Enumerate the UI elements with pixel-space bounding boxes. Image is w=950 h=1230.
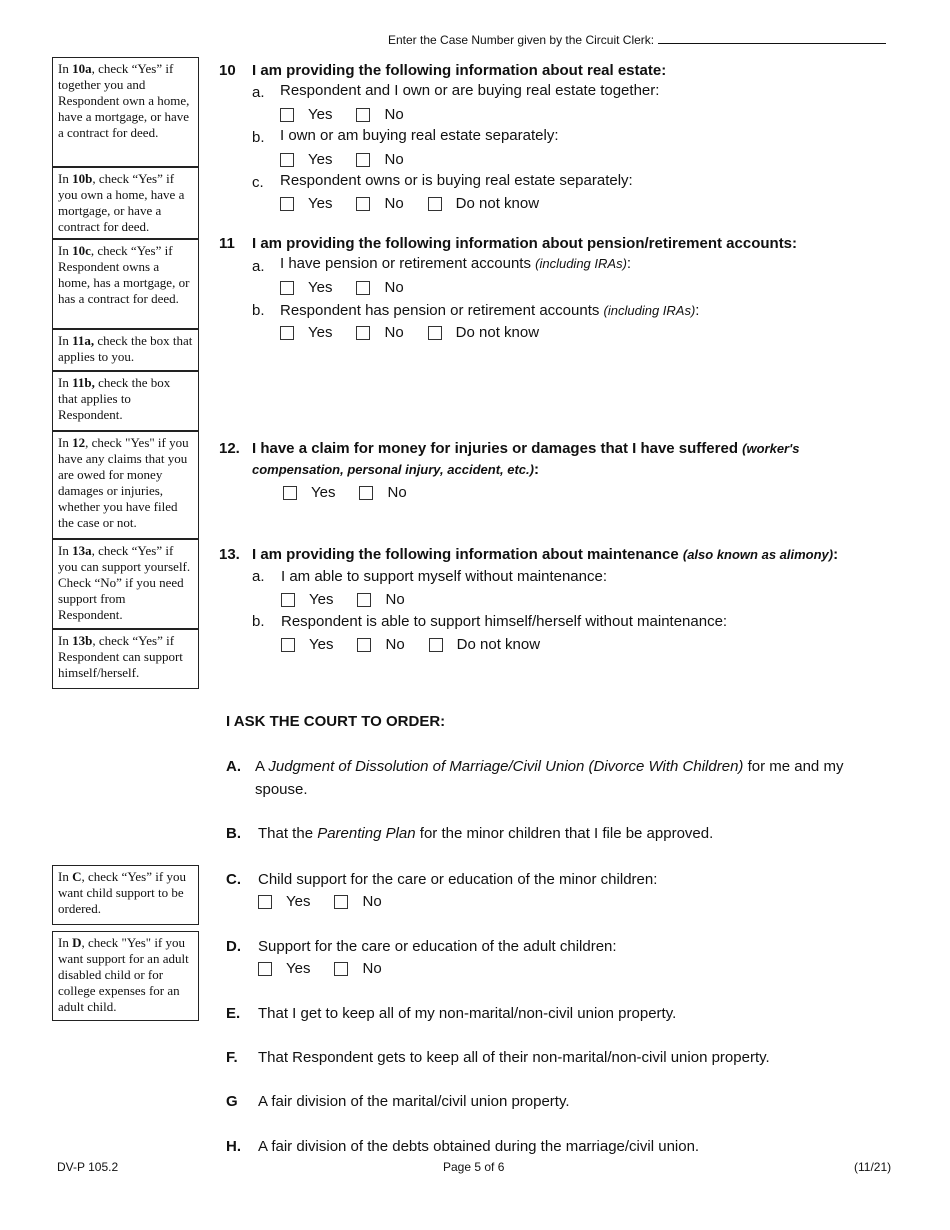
checkbox[interactable] [258,895,272,909]
q10b-text: I own or am buying real estate separately: [280,127,559,144]
q10b-no[interactable]: No [356,151,403,168]
order-e-letter: E. [226,1005,241,1022]
q11a-letter: a. [252,258,265,275]
case-number-line[interactable] [658,33,886,44]
q10a-yes[interactable]: Yes [280,106,332,123]
section-12-title: I have a claim for money for injuries or damages that I have suffered (worker's [252,440,800,457]
order-d-yes[interactable]: Yes [258,960,310,977]
q13b-options [281,636,564,653]
checkbox[interactable] [280,326,294,340]
instruction-d: In D, check "Yes" if you want support for an adult disabled child or for college expenses for an adult child. [52,931,199,1021]
form-number: DV-P 105.2 [57,1160,119,1174]
section-13-number: 13. [219,546,240,563]
order-d-no[interactable]: No [334,960,381,977]
q13a-options [281,591,429,608]
q11b-no[interactable]: No [356,324,403,341]
checkbox[interactable] [283,486,297,500]
order-h-letter: H. [226,1138,241,1155]
section-11-title: I am providing the following information about pension/retirement accounts: [252,235,798,252]
section-12-title-cont: compensation, personal injury, accident, etc.): [252,461,539,478]
section-13-title: I am providing the following information about maintenance (also known as alimony): [252,546,839,563]
checkbox[interactable] [356,197,370,211]
checkbox[interactable] [359,486,373,500]
checkbox[interactable] [280,153,294,167]
q13a-text: I am able to support myself without maintenance: [281,568,608,585]
order-c-text: Child support for the care or education of the minor children: [258,871,658,888]
q11b-yes[interactable]: Yes [280,324,332,341]
q10c-letter: c. [252,174,264,191]
checkbox[interactable] [280,108,294,122]
q10a-text: Respondent and I own or are buying real estate together: [280,82,660,99]
order-a-text: A Judgment of Dissolution of Marriage/Civil Union (Divorce With Children) for me and my spouse. [255,758,844,798]
order-d-letter: D. [226,938,241,955]
q10c-yes[interactable]: Yes [280,195,332,212]
q11b-options [280,324,563,341]
q11b-letter: b. [252,302,265,319]
order-a-letter: A. [226,758,241,775]
order-b-text: That the Parenting Plan for the minor children that I file be approved. [258,825,714,842]
order-d-options [258,960,406,977]
section-12-number: 12. [219,440,240,457]
q10c-dnk[interactable]: Do not know [428,195,539,212]
q12-no[interactable]: No [359,484,406,501]
order-c-letter: C. [226,871,241,888]
q10a-options [280,106,428,123]
q13a-yes[interactable]: Yes [281,591,333,608]
order-h-text: A fair division of the debts obtained during the marriage/civil union. [258,1138,700,1155]
ask-court-heading: I ASK THE COURT TO ORDER: [226,713,446,730]
order-f-text: That Respondent gets to keep all of their non-marital/non-civil union property. [258,1049,770,1066]
section-10-number: 10 [219,62,236,79]
instruction-c: In C, check “Yes” if you want child support to be ordered. [52,865,199,925]
order-g-letter: G [226,1093,238,1110]
q11a-no[interactable]: No [356,279,403,296]
checkbox[interactable] [280,281,294,295]
q11a-options [280,279,428,296]
q10c-options [280,195,563,212]
order-d-text: Support for the care or education of the adult children: [258,938,617,955]
checkbox[interactable] [429,638,443,652]
order-g-text: A fair division of the marital/civil union property. [258,1093,570,1110]
q13b-no[interactable]: No [357,636,404,653]
q10b-yes[interactable]: Yes [280,151,332,168]
q11b-dnk[interactable]: Do not know [428,324,539,341]
q13b-text: Respondent is able to support himself/herself without maintenance: [281,613,728,630]
checkbox[interactable] [258,962,272,976]
case-number-field[interactable] [388,33,886,47]
page-number: Page 5 of 6 [443,1160,505,1174]
order-c-no[interactable]: No [334,893,381,910]
section-11-number: 11 [219,235,235,252]
instruction-10c: In 10c, check “Yes” if Respondent owns a home, has a mortgage, or has a contract for deed. [52,239,199,329]
checkbox[interactable] [356,108,370,122]
checkbox[interactable] [334,962,348,976]
q13a-letter: a. [252,568,265,585]
instruction-10b: In 10b, check “Yes” if you own a home, have a mortgage, or have a contract for deed. [52,167,199,239]
checkbox[interactable] [428,326,442,340]
q10c-no[interactable]: No [356,195,403,212]
instruction-12: In 12, check "Yes" if you have any claims that you are owed for money damages or injuries, whether you have filed the case or not. [52,431,199,539]
q12-options [283,484,431,501]
q10a-no[interactable]: No [356,106,403,123]
q10b-letter: b. [252,129,265,146]
checkbox[interactable] [281,638,295,652]
q13b-dnk[interactable]: Do not know [429,636,540,653]
instruction-10a: In 10a, check “Yes” if together you and Respondent own a home, have a mortgage, or have a contract for deed. [52,57,199,167]
form-date: (11/21) [854,1160,892,1174]
order-c-options [258,893,406,910]
checkbox[interactable] [281,593,295,607]
order-c-yes[interactable]: Yes [258,893,310,910]
checkbox[interactable] [356,326,370,340]
checkbox[interactable] [357,638,371,652]
order-b-letter: B. [226,825,241,842]
instruction-13b: In 13b, check “Yes” if Respondent can support himself/herself. [52,629,199,689]
q13b-yes[interactable]: Yes [281,636,333,653]
checkbox[interactable] [356,281,370,295]
q11a-text: I have pension or retirement accounts (including IRAs): [280,255,632,272]
q10a-letter: a. [252,84,265,101]
instruction-13a: In 13a, check “Yes” if you can support yourself. Check “No” if you need support from Respondent. [52,539,199,629]
q12-yes[interactable]: Yes [283,484,335,501]
q13a-no[interactable]: No [357,591,404,608]
checkbox[interactable] [357,593,371,607]
instruction-11b: In 11b, check the box that applies to Respondent. [52,371,199,431]
q13b-letter: b. [252,613,265,630]
checkbox[interactable] [356,153,370,167]
checkbox[interactable] [428,197,442,211]
case-number-label: Enter the Case Number given by the Circuit Clerk: [388,33,655,47]
order-e-text: That I get to keep all of my non-marital/non-civil union property. [258,1005,677,1022]
order-f-letter: F. [226,1049,238,1066]
q11b-text: Respondent has pension or retirement accounts (including IRAs): [280,302,700,319]
section-10-title: I am providing the following information about real estate: [252,62,667,79]
checkbox[interactable] [280,197,294,211]
q11a-yes[interactable]: Yes [280,279,332,296]
instruction-11a: In 11a, check the box that applies to you. [52,329,199,371]
q10b-options [280,151,428,168]
q10c-text: Respondent owns or is buying real estate separately: [280,172,633,189]
checkbox[interactable] [334,895,348,909]
